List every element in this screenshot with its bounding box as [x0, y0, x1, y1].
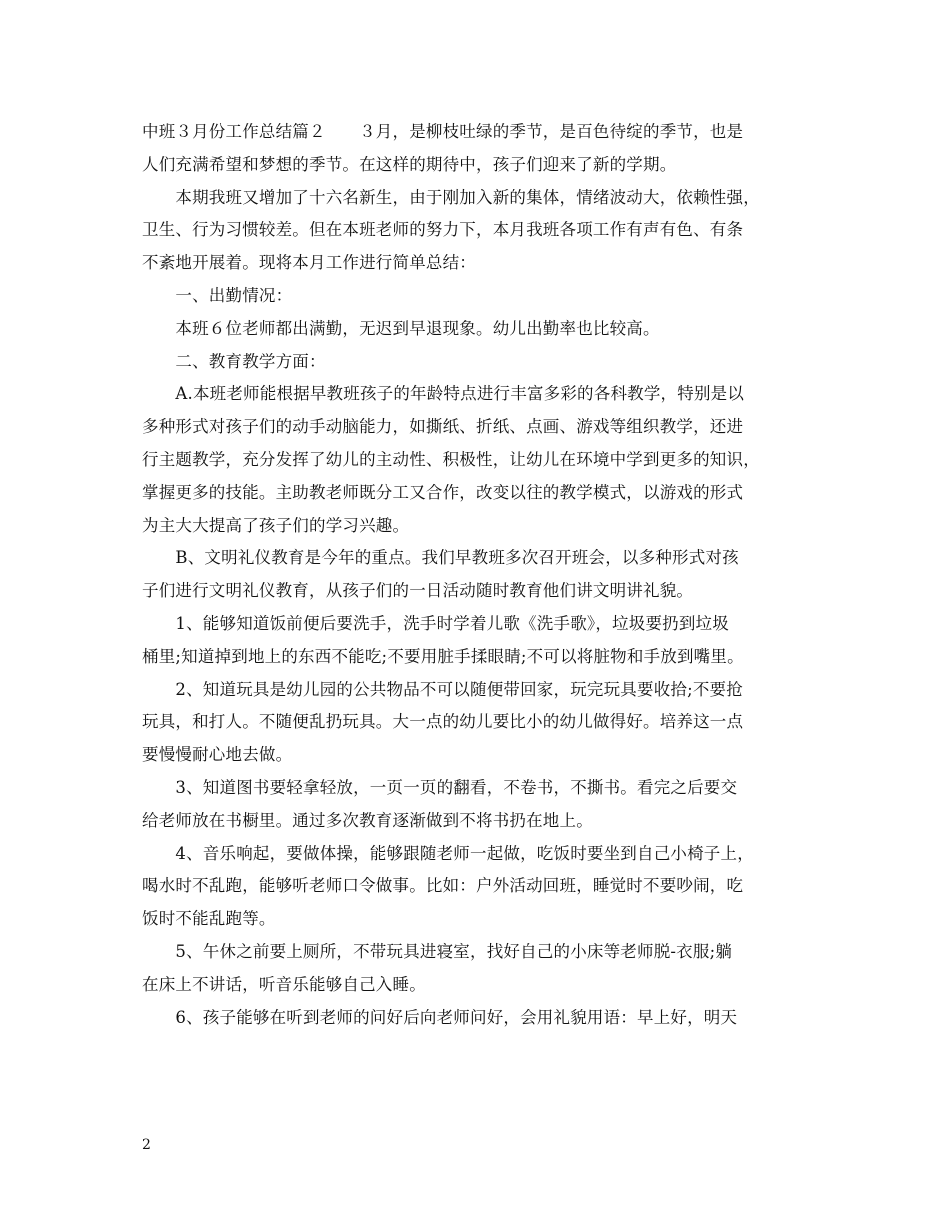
- text-line: 在床上不讲话，听音乐能够自己入睡。: [142, 974, 426, 994]
- text-line: 6、孩子能够在听到老师的问好后向老师问好，会用礼貌用语：早上好，明天: [142, 1007, 738, 1027]
- document-body: [142, 116, 822, 1034]
- text-line: 饭时不能乱跑等。: [142, 909, 276, 929]
- text-line: 5、午休之前要上厕所，不带玩具进寝室，找好自己的小床等老师脱-衣服;躺: [142, 941, 733, 961]
- section-heading: 一、出勤情况：: [142, 285, 293, 305]
- text-line: 本班６位老师都出满勤，无迟到早退现象。幼儿出勤率也比较高。: [142, 318, 660, 338]
- page-number: 2: [142, 1137, 151, 1153]
- text-line: 喝水时不乱跑，能够听老师口令做事。比如：户外活动回班，睡觉时不要吵闹，吃: [142, 876, 744, 896]
- text-line: 掌握更多的技能。主助教老师既分工又合作，改变以往的教学模式，以游戏的形式: [142, 482, 744, 502]
- text-line: 多种形式对孩子们的动手动脑能力，如撕纸、折纸、点画、游戏等组织教学，还进: [142, 417, 744, 437]
- text-line: 为主大大提高了孩子们的学习兴趣。: [142, 515, 410, 535]
- text-line: 中班３月份工作总结篇２ ３月，是柳枝吐绿的季节，是百色待绽的季节，也是: [142, 122, 744, 141]
- text-line: 4、音乐响起，要做体操，能够跟随老师一起做，吃饭时要坐到自己小椅子上，: [142, 843, 754, 863]
- text-line: 子们进行文明礼仪教育，从孩子们的一日活动随时教育他们讲文明讲礼貌。: [142, 581, 694, 601]
- text-line: 行主题教学，充分发挥了幼儿的主动性、积极性，让幼儿在环境中学到更多的知识，: [142, 449, 760, 469]
- text-line: 人们充满希望和梦想的季节。在这样的期待中，孩子们迎来了新的学期。: [142, 154, 677, 174]
- text-line: 给老师放在书橱里。通过多次教育逐渐做到不将书扔在地上。: [142, 810, 593, 830]
- text-line: 不紊地开展着。现将本月工作进行简单总结：: [142, 253, 476, 273]
- text-line: 3、知道图书要轻拿轻放，一页一页的翻看，不卷书，不撕书。看完之后要交: [142, 777, 738, 797]
- text-line: A.本班老师能根据早教班孩子的年龄特点进行丰富多彩的各科教学，特别是以: [142, 384, 745, 404]
- text-line: 桶里;知道掉到地上的东西不能吃;不要用脏手揉眼睛;不可以将脏物和手放到嘴里。: [142, 646, 744, 666]
- section-heading: 二、教育教学方面：: [142, 351, 326, 371]
- text-line: 要慢慢耐心地去做。: [142, 745, 293, 765]
- text-line: 本期我班又增加了十六名新生，由于刚加入新的集体，情绪波动大，依赖性强，: [142, 187, 760, 207]
- text-line: 玩具，和打人。不随便乱扔玩具。大一点的幼儿要比小的幼儿做得好。培养这一点: [142, 712, 744, 732]
- text-line: 1、能够知道饭前便后要洗手，洗手时学着儿歌《洗手歌》，垃圾要扔到垃圾: [142, 613, 729, 633]
- text-line: B、文明礼仪教育是今年的重点。我们早教班多次召开班会，以多种形式对孩: [142, 548, 739, 568]
- text-line: 2、知道玩具是幼儿园的公共物品不可以随便带回家，玩完玩具要收拾;不要抢: [142, 679, 743, 699]
- text-line: 卫生、行为习惯较差。但在本班老师的努力下，本月我班各项工作有声有色、有条: [142, 220, 744, 240]
